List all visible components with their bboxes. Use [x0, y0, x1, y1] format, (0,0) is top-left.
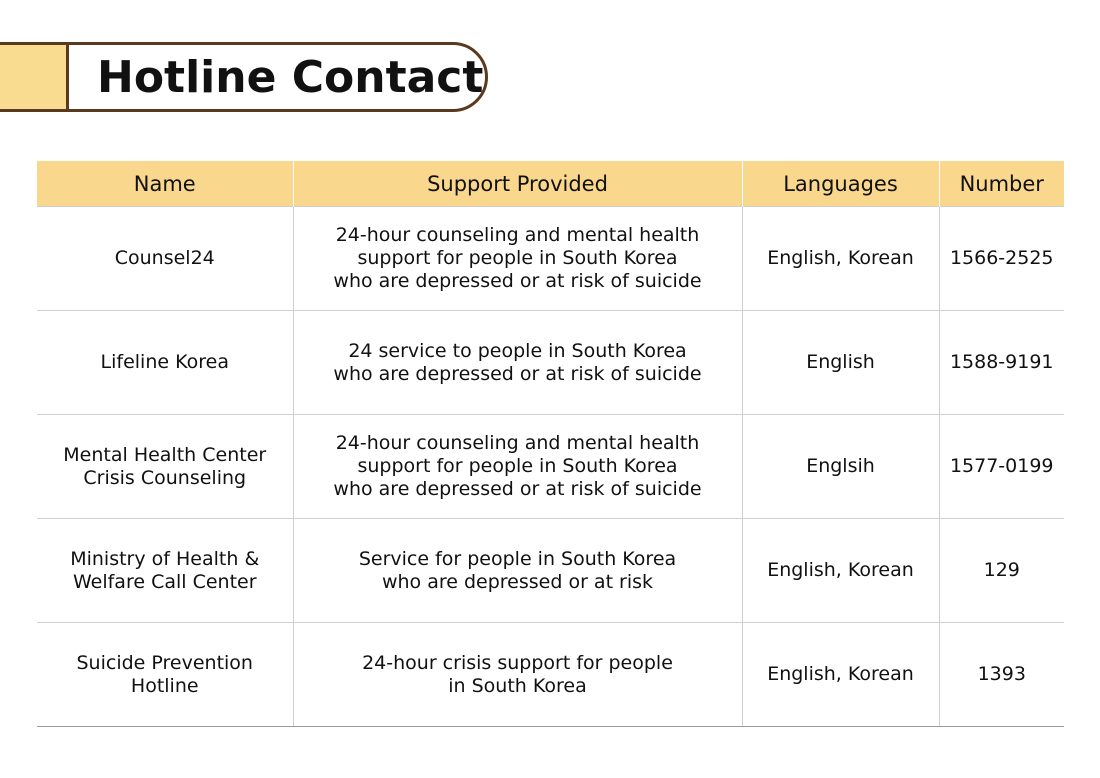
hotline-support: Service for people in South Korea who are depressed or at risk [293, 519, 742, 623]
table-row [37, 519, 1064, 623]
hotline-support: 24-hour counseling and mental health support for people in South Korea who are depressed or at risk of suicide [293, 415, 742, 519]
hotline-number: 1588-9191 [939, 311, 1064, 415]
title-banner [0, 42, 488, 112]
hotline-name: Lifeline Korea [37, 311, 293, 415]
hotline-number: 1566-2525 [939, 207, 1064, 311]
table-row [37, 207, 1064, 311]
hotline-languages: English, Korean [742, 207, 939, 311]
hotline-name: Counsel24 [37, 207, 293, 311]
hotline-name: Suicide Prevention Hotline [37, 623, 293, 727]
hotline-languages: English, Korean [742, 519, 939, 623]
column-header-name: Name [37, 161, 293, 207]
hotline-languages: English, Korean [742, 623, 939, 727]
column-header-support: Support Provided [293, 161, 742, 207]
column-header-number: Number [939, 161, 1064, 207]
hotline-number: 129 [939, 519, 1064, 623]
hotline-name: Ministry of Health & Welfare Call Center [37, 519, 293, 623]
hotline-languages: Englsih [742, 415, 939, 519]
hotline-table [37, 161, 1064, 727]
table-row [37, 311, 1064, 415]
hotline-name: Mental Health Center Crisis Counseling [37, 415, 293, 519]
table-header-row [37, 161, 1064, 207]
hotline-support: 24-hour counseling and mental health support for people in South Korea who are depressed or at risk of suicide [293, 207, 742, 311]
column-header-languages: Languages [742, 161, 939, 207]
title-accent-block [0, 45, 69, 109]
hotline-number: 1393 [939, 623, 1064, 727]
hotline-languages: English [742, 311, 939, 415]
table-row [37, 623, 1064, 727]
page-title: Hotline Contact [97, 51, 484, 103]
hotline-number: 1577-0199 [939, 415, 1064, 519]
hotline-support: 24-hour crisis support for people in South Korea [293, 623, 742, 727]
hotline-support: 24 service to people in South Korea who are depressed or at risk of suicide [293, 311, 742, 415]
table-row [37, 415, 1064, 519]
